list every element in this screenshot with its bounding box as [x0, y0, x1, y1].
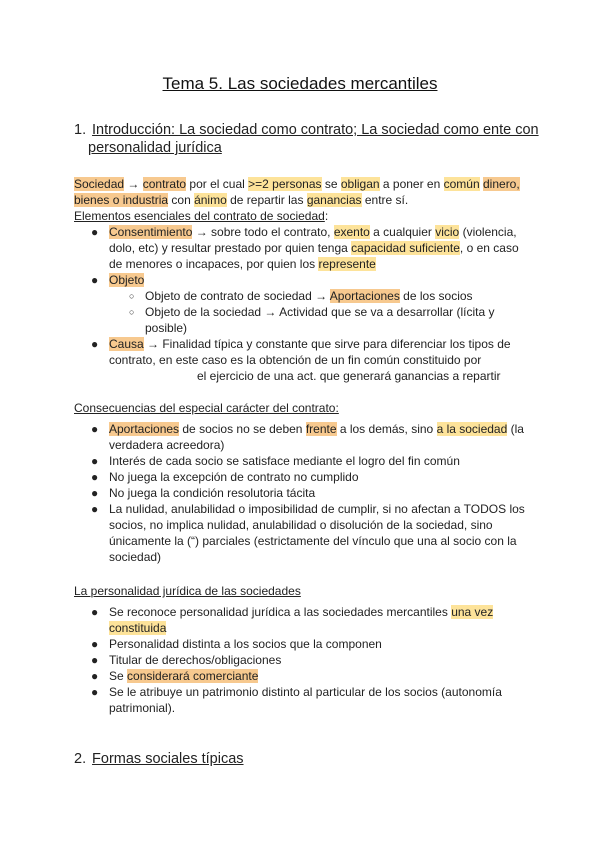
hl-consentimiento: Consentimiento: [109, 225, 193, 239]
text: No juega la condición resolutoria tácita: [109, 486, 316, 500]
hl-ganancias: ganancias: [306, 193, 362, 207]
elements-list: [74, 224, 534, 384]
text: No juega la excepción de contrato no cumplido: [109, 470, 359, 484]
text: Se le atribuye un patrimonio distinto al particular de los socios (autonomía patrimonial).: [109, 685, 502, 715]
list-item: [74, 684, 534, 716]
bullet-icon: ●: [91, 422, 99, 436]
consecuencias-list: [74, 421, 534, 565]
hl-aportaciones: Aportaciones: [109, 422, 180, 436]
hl-obligan: obligan: [340, 177, 380, 191]
text: (violencia, dolo, etc) y resultar prestado por quien tenga: [109, 225, 517, 255]
text: Se reconoce personalidad jurídica a las sociedades mercantiles: [109, 605, 452, 619]
text: a cualquier: [369, 225, 436, 239]
personalidad-heading: [74, 583, 534, 599]
hl-contrato: contrato: [142, 177, 187, 191]
text: → Finalidad típica y constante que sirve para diferenciar los tipos de contrato, en este caso es la obtención de un fin común constituido por: [109, 337, 511, 367]
bullet-icon: ●: [91, 454, 99, 468]
list-item: [74, 652, 534, 668]
text-de-repartir: de repartir las: [226, 193, 307, 207]
consecuencias-heading: [74, 400, 534, 416]
section-1-number: 1.: [74, 122, 87, 138]
list-item-objeto: [74, 272, 534, 288]
text: de socios no se deben: [179, 422, 306, 436]
bullet-icon: ●: [91, 502, 99, 516]
list-item: [74, 453, 534, 469]
text: La nulidad, anulabilidad o imposibilidad de cumplir, si no afectan a TODOS los socios, no implica nulidad, anulabilidad o disolución de la sociedad, sino únicamente la (“) parciales (estrictamente del vínculo que una al socio con la sociedad): [109, 502, 525, 564]
list-subitem-objeto-contrato: [74, 288, 534, 304]
hl-sociedad: Sociedad: [74, 177, 125, 191]
bullet-icon: ●: [91, 653, 99, 667]
section-2-heading-text: Formas sociales típicas: [92, 751, 244, 767]
section-2-number: 2.: [74, 751, 87, 767]
definition-paragraph: [74, 176, 534, 224]
text-con: con: [168, 193, 195, 207]
section-1-heading: [74, 121, 539, 157]
elements-heading: Elementos esenciales del contrato de sociedad: [74, 209, 325, 223]
hl-frente: frente: [305, 422, 337, 436]
hl-objeto: Objeto: [109, 273, 145, 287]
hl-bienes-industria: bienes o industria: [74, 193, 169, 207]
hl-capacidad: capacidad suficiente: [351, 241, 460, 255]
personalidad-heading-text: La personalidad jurídica de las sociedades: [74, 584, 301, 598]
text-por-el-cual: por el cual: [186, 177, 249, 191]
bullet-icon: ●: [91, 225, 99, 239]
text: Interés de cada socio se satisface mediante el logro del fin común: [109, 454, 460, 468]
hl-represente: represente: [318, 257, 376, 271]
hl-comun: común: [443, 177, 480, 191]
text: → sobre todo el contrato,: [192, 225, 334, 239]
list-subitem-objeto-sociedad: [74, 304, 534, 336]
list-item: [74, 604, 534, 636]
causa-continuation: el ejercicio de una act. que generará ganancias a repartir: [197, 369, 501, 383]
text: (la verdadera acreedora): [109, 422, 524, 452]
hl-vicio: vicio: [435, 225, 460, 239]
hl-considerara-comerciante: considerará comerciante: [127, 669, 259, 683]
bullet-icon: ●: [91, 637, 99, 651]
list-item: [74, 485, 534, 501]
list-item: [74, 501, 534, 565]
hl-personas: >=2 personas: [248, 177, 322, 191]
text: , o en caso de menores o incapaces, por quien los: [109, 241, 519, 271]
text-se: se: [321, 177, 341, 191]
text: a los demás, sino: [336, 422, 437, 436]
list-item: [74, 636, 534, 652]
text-entre-si: entre sí.: [361, 193, 409, 207]
hl-causa: Causa: [109, 337, 144, 351]
text: Personalidad distinta a los socios que la componen: [109, 637, 382, 651]
bullet-icon: ●: [91, 685, 99, 699]
text: de los socios: [399, 289, 473, 303]
list-item: [74, 421, 534, 453]
hl-exento: exento: [333, 225, 370, 239]
text: Titular de derechos/obligaciones: [109, 653, 282, 667]
bullet-icon: ●: [91, 273, 99, 287]
text-a-poner-en: a poner en: [379, 177, 444, 191]
bullet-icon: ●: [91, 486, 99, 500]
list-item: [74, 469, 534, 485]
text: Objeto de contrato de sociedad →: [145, 289, 330, 303]
hl-dinero: dinero,: [483, 177, 520, 191]
section-2-heading: [74, 750, 244, 768]
hollow-bullet-icon: ○: [129, 291, 135, 301]
consecuencias-heading-text: Consecuencias del especial carácter del contrato:: [74, 401, 339, 415]
bullet-icon: ●: [91, 669, 99, 683]
bullet-icon: ●: [91, 337, 99, 351]
section-1-heading-line1: Introducción: La sociedad como contrato; La sociedad como ente con: [92, 122, 539, 138]
page-title: Tema 5. Las sociedades mercantiles: [162, 74, 438, 93]
personalidad-list: [74, 604, 534, 716]
elements-colon: :: [324, 209, 329, 223]
hl-una-vez-constituida: una vez constituida: [109, 605, 494, 635]
text: Objeto de la sociedad → Actividad que se va a desarrollar (lícita y posible): [145, 305, 495, 335]
bullet-icon: ●: [91, 605, 99, 619]
hl-a-la-sociedad: a la sociedad: [436, 422, 508, 436]
list-item-consentimiento: [74, 224, 534, 272]
hl-animo: ánimo: [194, 193, 227, 207]
hollow-bullet-icon: ○: [129, 307, 135, 317]
list-item: [74, 668, 534, 684]
bullet-icon: ●: [91, 470, 99, 484]
list-item-causa: [74, 336, 534, 384]
text-arrow: →: [124, 177, 143, 191]
hl-aportaciones: Aportaciones: [329, 289, 400, 303]
section-1-heading-line2: personalidad jurídica: [88, 140, 222, 156]
text: Se: [109, 669, 128, 683]
